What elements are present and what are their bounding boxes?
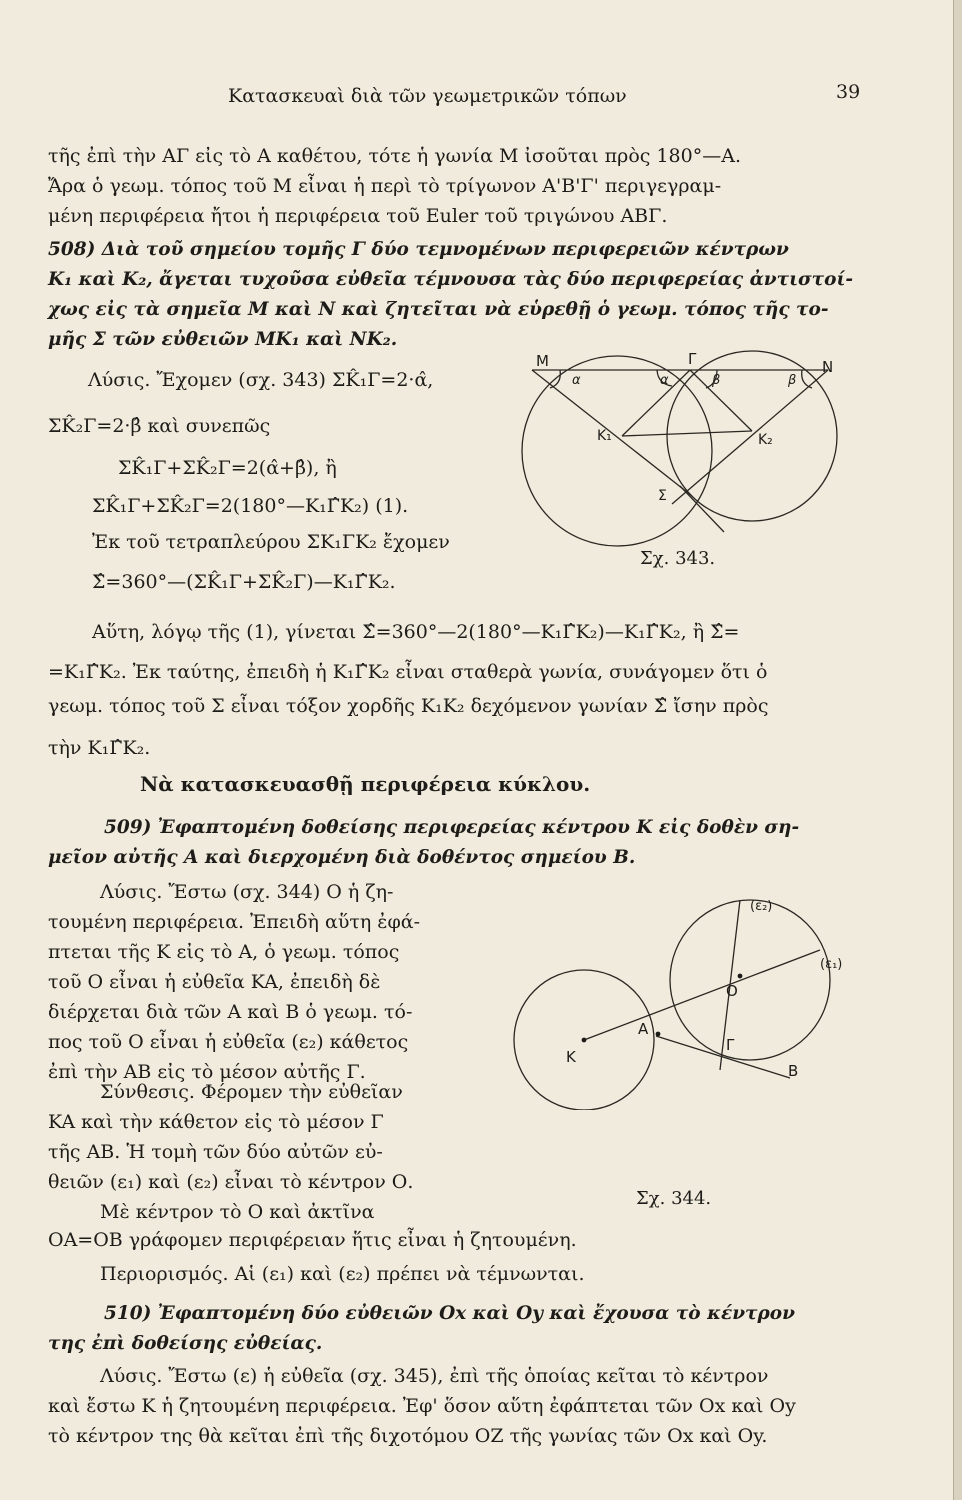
label-g: Γ — [726, 1036, 735, 1054]
label-beta-2: β — [788, 373, 797, 388]
synthesis-509-line: Μὲ κέντρον τὸ Ο καὶ ἀκτῖνα — [100, 1201, 375, 1223]
problem-509-title: μεῖον αὐτῆς Α καὶ διερχομένη διὰ δοθέντος σημείου Β. — [48, 847, 636, 868]
synthesis-509-line: ΟΑ=ΟΒ γράφομεν περιφέρειαν ἥτις εἶναι ἡ ζητουμένη. — [48, 1229, 577, 1251]
figure-343 — [512, 336, 852, 576]
solution-509-line: τοῦ Ο εἶναι ἡ εὐθεῖα KA, ἐπειδὴ δὲ — [48, 971, 381, 993]
problem-508-title: 508) Διὰ τοῦ σημείου τομῆς Γ δύο τεμνομένων περιφερειῶν κέντρων — [48, 239, 789, 260]
label-k2: K₂ — [758, 432, 773, 448]
line-k1-k2 — [622, 431, 752, 436]
label-m: M — [536, 352, 549, 370]
label-k: K — [566, 1048, 576, 1066]
solution-508-line: Αὕτη, λόγῳ τῆς (1), γίνεται Σ̂=360°—2(180°—K₁Γ̂K₂)—K₁Γ̂K₂, ἢ Σ̂= — [92, 621, 740, 643]
circle-o — [670, 900, 830, 1060]
figure-343-drawing — [512, 336, 852, 576]
figure-344-drawing — [500, 880, 870, 1110]
solution-508-line: ΣK̂₂Γ=2·β̂ καὶ συνεπῶς — [48, 415, 271, 437]
problem-510-title: της ἐπὶ δοθείσης εὐθείας. — [48, 1333, 323, 1354]
problem-508-title: K₁ καὶ K₂, ἄγεται τυχοῦσα εὐθεῖα τέμνουσα τὰς δύο περιφερείας ἀντιστοί- — [48, 269, 854, 290]
solution-508-line: ΣK̂₁Γ+ΣK̂₂Γ=2(180°—K₁Γ̂K₂) (1). — [92, 495, 409, 517]
intro-line: τῆς ἐπὶ τὴν ΑΓ εἰς τὸ Α καθέτου, τότε ἡ γωνία Μ ἰσοῦται πρὸς 180°—Α. — [48, 145, 741, 167]
label-k1: K₁ — [597, 428, 612, 444]
problem-508-title: μῆς Σ τῶν εὐθειῶν ΜK₁ καὶ NK₂. — [48, 329, 398, 350]
solution-509-line: πος τοῦ Ο εἶναι ἡ εὐθεῖα (ε₂) κάθετος — [48, 1031, 409, 1053]
label-n: N — [822, 358, 834, 376]
running-title: Κατασκευαὶ διὰ τῶν γεωμετρικῶν τόπων — [228, 85, 627, 107]
label-e1: (ε₁) — [820, 957, 843, 972]
solution-508-line: Σ̂=360°—(ΣK̂₁Γ+ΣK̂₂Γ)—K₁Γ̂K₂. — [92, 571, 396, 593]
solution-508-line: ΣK̂₁Γ+ΣK̂₂Γ=2(α̂+β̂), ἢ — [118, 457, 337, 479]
point-a — [656, 1032, 661, 1037]
label-alpha-2: α — [660, 373, 669, 388]
label-beta-1: β — [712, 373, 721, 388]
label-o: Ο — [726, 982, 738, 1000]
section-heading: Νὰ κατασκευασθῇ περιφέρεια κύκλου. — [140, 772, 591, 796]
solution-509-line: Λύσις. Ἔστω (σχ. 344) Ο ἡ ζη- — [100, 881, 394, 903]
label-b: Β — [788, 1062, 799, 1080]
problem-508-title: χως εἰς τὰ σημεῖα Μ καὶ N καὶ ζητεῖται νὰ εὑρεθῇ ὁ γεωμ. τόπος τῆς το- — [48, 299, 829, 320]
label-alpha-1: α — [572, 373, 581, 388]
solution-509-line: τουμένη περιφέρεια. Ἐπειδὴ αὕτη ἐφά- — [48, 911, 421, 933]
solution-510-line: τὸ κέντρον της θὰ κεῖται ἐπὶ τῆς διχοτόμου ΟΖ τῆς γωνίας τῶν Οx καὶ Οy. — [48, 1425, 768, 1447]
line-m-sigma — [532, 370, 692, 496]
page-number: 39 — [836, 81, 861, 103]
line-n-sigma — [672, 370, 828, 504]
intro-line: Ἄρα ὁ γεωμ. τόπος τοῦ Μ εἶναι ἡ περὶ τὸ τρίγωνον Α'Β'Γ' περιγεγραμ- — [48, 175, 722, 197]
line-e1 — [584, 950, 820, 1040]
solution-510-line: καὶ ἔστω K ἡ ζητουμένη περιφέρεια. Ἐφ' ὅσον αὕτη ἐφάπτεται τῶν Οx καὶ Οy — [48, 1395, 796, 1417]
restriction-509: Περιορισμός. Αἱ (ε₁) καὶ (ε₂) πρέπει νὰ τέμνωνται. — [100, 1263, 585, 1285]
synthesis-509-line: KA καὶ τὴν κάθετον εἰς τὸ μέσον Γ — [48, 1111, 384, 1133]
label-e2: (ε₂) — [750, 899, 773, 914]
label-a: Α — [638, 1020, 649, 1038]
solution-509-line: πτεται τῆς K εἰς τὸ Α, ὁ γεωμ. τόπος — [48, 941, 400, 963]
line-g-k1 — [622, 370, 690, 436]
point-k — [582, 1038, 587, 1043]
solution-509-line: ἐπὶ τὴν ΑΒ εἰς τὸ μέσον αὐτῆς Γ. — [48, 1061, 366, 1083]
solution-508-line: Ἐκ τοῦ τετραπλεύρου ΣK₁ΓK₂ ἔχομεν — [92, 531, 450, 553]
page-edge — [953, 0, 962, 1500]
solution-508-line: τὴν K₁Γ̂K₂. — [48, 737, 151, 759]
solution-510-line: Λύσις. Ἔστω (ε) ἡ εὐθεῖα (σχ. 345), ἐπὶ τῆς ὁποίας κεῖται τὸ κέντρον — [100, 1365, 769, 1387]
figure-344-caption: Σχ. 344. — [636, 1188, 712, 1209]
solution-508-line: Λύσις. Ἔχομεν (σχ. 343) ΣK̂₁Γ=2·α̂, — [88, 369, 434, 391]
problem-510-title: 510) Ἐφαπτομένη δύο εὐθειῶν Οx καὶ Οy καὶ ἔχουσα τὸ κέντρον — [104, 1303, 795, 1324]
figure-344 — [500, 880, 870, 1110]
intro-line: μένη περιφέρεια ἤτοι ἡ περιφέρεια τοῦ Euler τοῦ τριγώνου ΑΒΓ. — [48, 205, 668, 227]
figure-343-caption: Σχ. 343. — [640, 548, 716, 569]
synthesis-509-line: θειῶν (ε₁) καὶ (ε₂) εἶναι τὸ κέντρον Ο. — [48, 1171, 414, 1193]
solution-509-line: διέρχεται διὰ τῶν Α καὶ Β ὁ γεωμ. τό- — [48, 1001, 413, 1023]
label-g: Γ — [688, 350, 697, 368]
synthesis-509-line: Σύνθεσις. Φέρομεν τὴν εὐθεῖαν — [100, 1081, 403, 1103]
point-o — [738, 974, 743, 979]
synthesis-509-line: τῆς ΑΒ. Ἡ τομὴ τῶν δύο αὐτῶν εὐ- — [48, 1141, 383, 1163]
solution-508-line: γεωμ. τόπος τοῦ Σ εἶναι τόξον χορδῆς K₁K₂ δεχόμενον γωνίαν Σ̂ ἴσην πρὸς — [48, 695, 769, 717]
line-g-k2 — [690, 370, 752, 431]
solution-508-line: =K₁Γ̂K₂. Ἐκ ταύτης, ἐπειδὴ ἡ K₁Γ̂K₂ εἶναι σταθερὰ γωνία, συνάγομεν ὅτι ὁ — [48, 661, 768, 683]
label-sigma: Σ — [658, 488, 667, 504]
problem-509-title: 509) Ἐφαπτομένη δοθείσης περιφερείας κέντρου K εἰς δοθὲν ση- — [104, 817, 800, 838]
